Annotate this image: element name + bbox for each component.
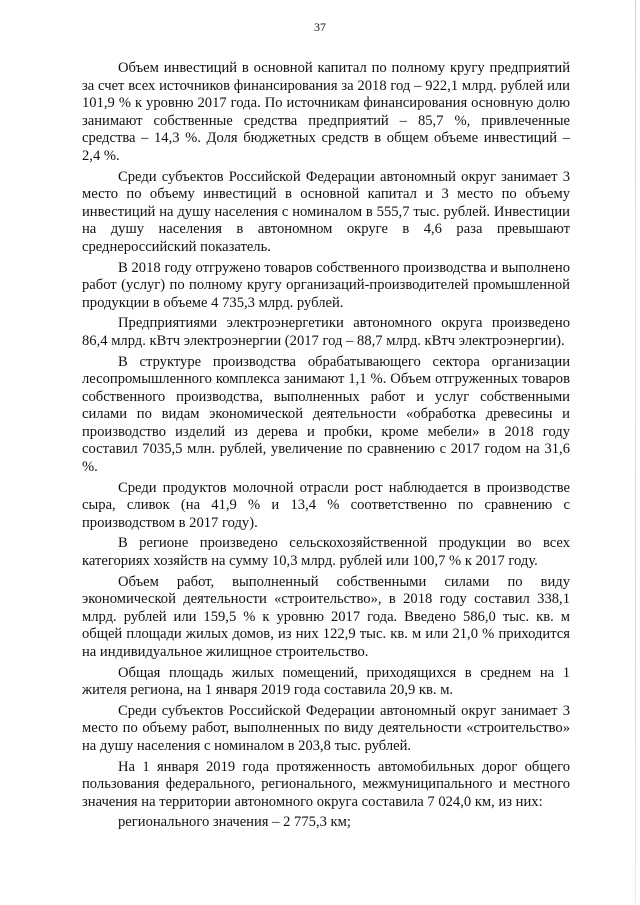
paragraph-dairy: Среди продуктов молочной отрасли рост наблюдается в производстве сыра, сливок (на 41,9 % и 13,4 % соответственно по сравнению с производством в 2017 году).: [82, 479, 570, 531]
paragraph-industrial-output: В 2018 году отгружено товаров собственного производства и выполнено работ (услуг) по полному кругу организаций-производителей промышленной продукции в объеме 4 735,3 млрд. рублей.: [82, 259, 570, 311]
paragraph-roads: На 1 января 2019 года протяженность автомобильных дорог общего пользования федерального, регионального, межмуниципального и местного значения на территории автономного округа составила 7 024,0 км, из них:: [82, 758, 570, 810]
list-item-regional-roads: регионального значения – 2 775,3 км;: [118, 814, 351, 831]
paragraph-investment-ranking: Среди субъектов Российской Федерации автономный округ занимает 3 место по объему инвестиций в основной капитал и 3 место по объему инвестиций на душу населения с номиналом в 555,7 тыс. рублей. Инвестиции на душу населения в автономном округе в 4,6 раза превышают среднероссийский показатель.: [82, 168, 570, 255]
paragraph-electricity: Предприятиями электроэнергетики автономного округа произведено 86,4 млрд. кВтч электроэнергии (2017 год – 88,7 млрд. кВтч электроэнергии).: [82, 315, 570, 349]
scan-edge: [635, 0, 636, 905]
page-number: 37: [314, 20, 326, 34]
paragraph-investment-volume: Объем инвестиций в основной капитал по полному кругу предприятий за счет всех источников финансирования за 2018 год – 922,1 млрд. рублей или 101,9 % к уровню 2017 года. По источникам финансирования основную долю занимают собственные средства предприятий – 85,7 %, привлеченные средства – 14,3 %. Доля бюджетных средств в общем объеме инвестиций – 2,4 %.: [82, 60, 570, 164]
paragraph-construction-ranking: Среди субъектов Российской Федерации автономный округ занимает 3 место по объему работ, выполненных по виду деятельности «строительство» на душу населения с номиналом в 203,8 тыс. рублей.: [82, 702, 570, 754]
paragraph-construction: Объем работ, выполненный собственными силами по виду экономической деятельности «строительство», в 2018 году составил 338,1 млрд. рублей или 159,5 % к уровню 2017 года. Введено 586,0 тыс. кв. м общей площади жилых домов, из них 122,9 тыс. кв. м или 21,0 % приходится на индивидуальное жилищное строительство.: [82, 573, 570, 660]
paragraph-timber-industry: В структуре производства обрабатывающего сектора организации лесопромышленного комплекса занимают 1,1 %. Объем отгруженных товаров собственного производства, выполненных работ и услуг собственными силами по видам экономической деятельности «обработка древесины и производство изделий из дерева и пробки, кроме мебели» в 2018 году составил 7035,5 млн. рублей, увеличение по сравнению с 2017 годом на 31,6 %.: [82, 353, 570, 476]
document-body: [82, 60, 570, 832]
paragraph-housing-area: Общая площадь жилых помещений, приходящихся в среднем на 1 жителя региона, на 1 января 2019 года составила 20,9 кв. м.: [82, 664, 570, 699]
paragraph-agriculture: В регионе произведено сельскохозяйственной продукции во всех категориях хозяйств на сумму 10,3 млрд. рублей или 100,7 % к 2017 году.: [82, 535, 570, 570]
